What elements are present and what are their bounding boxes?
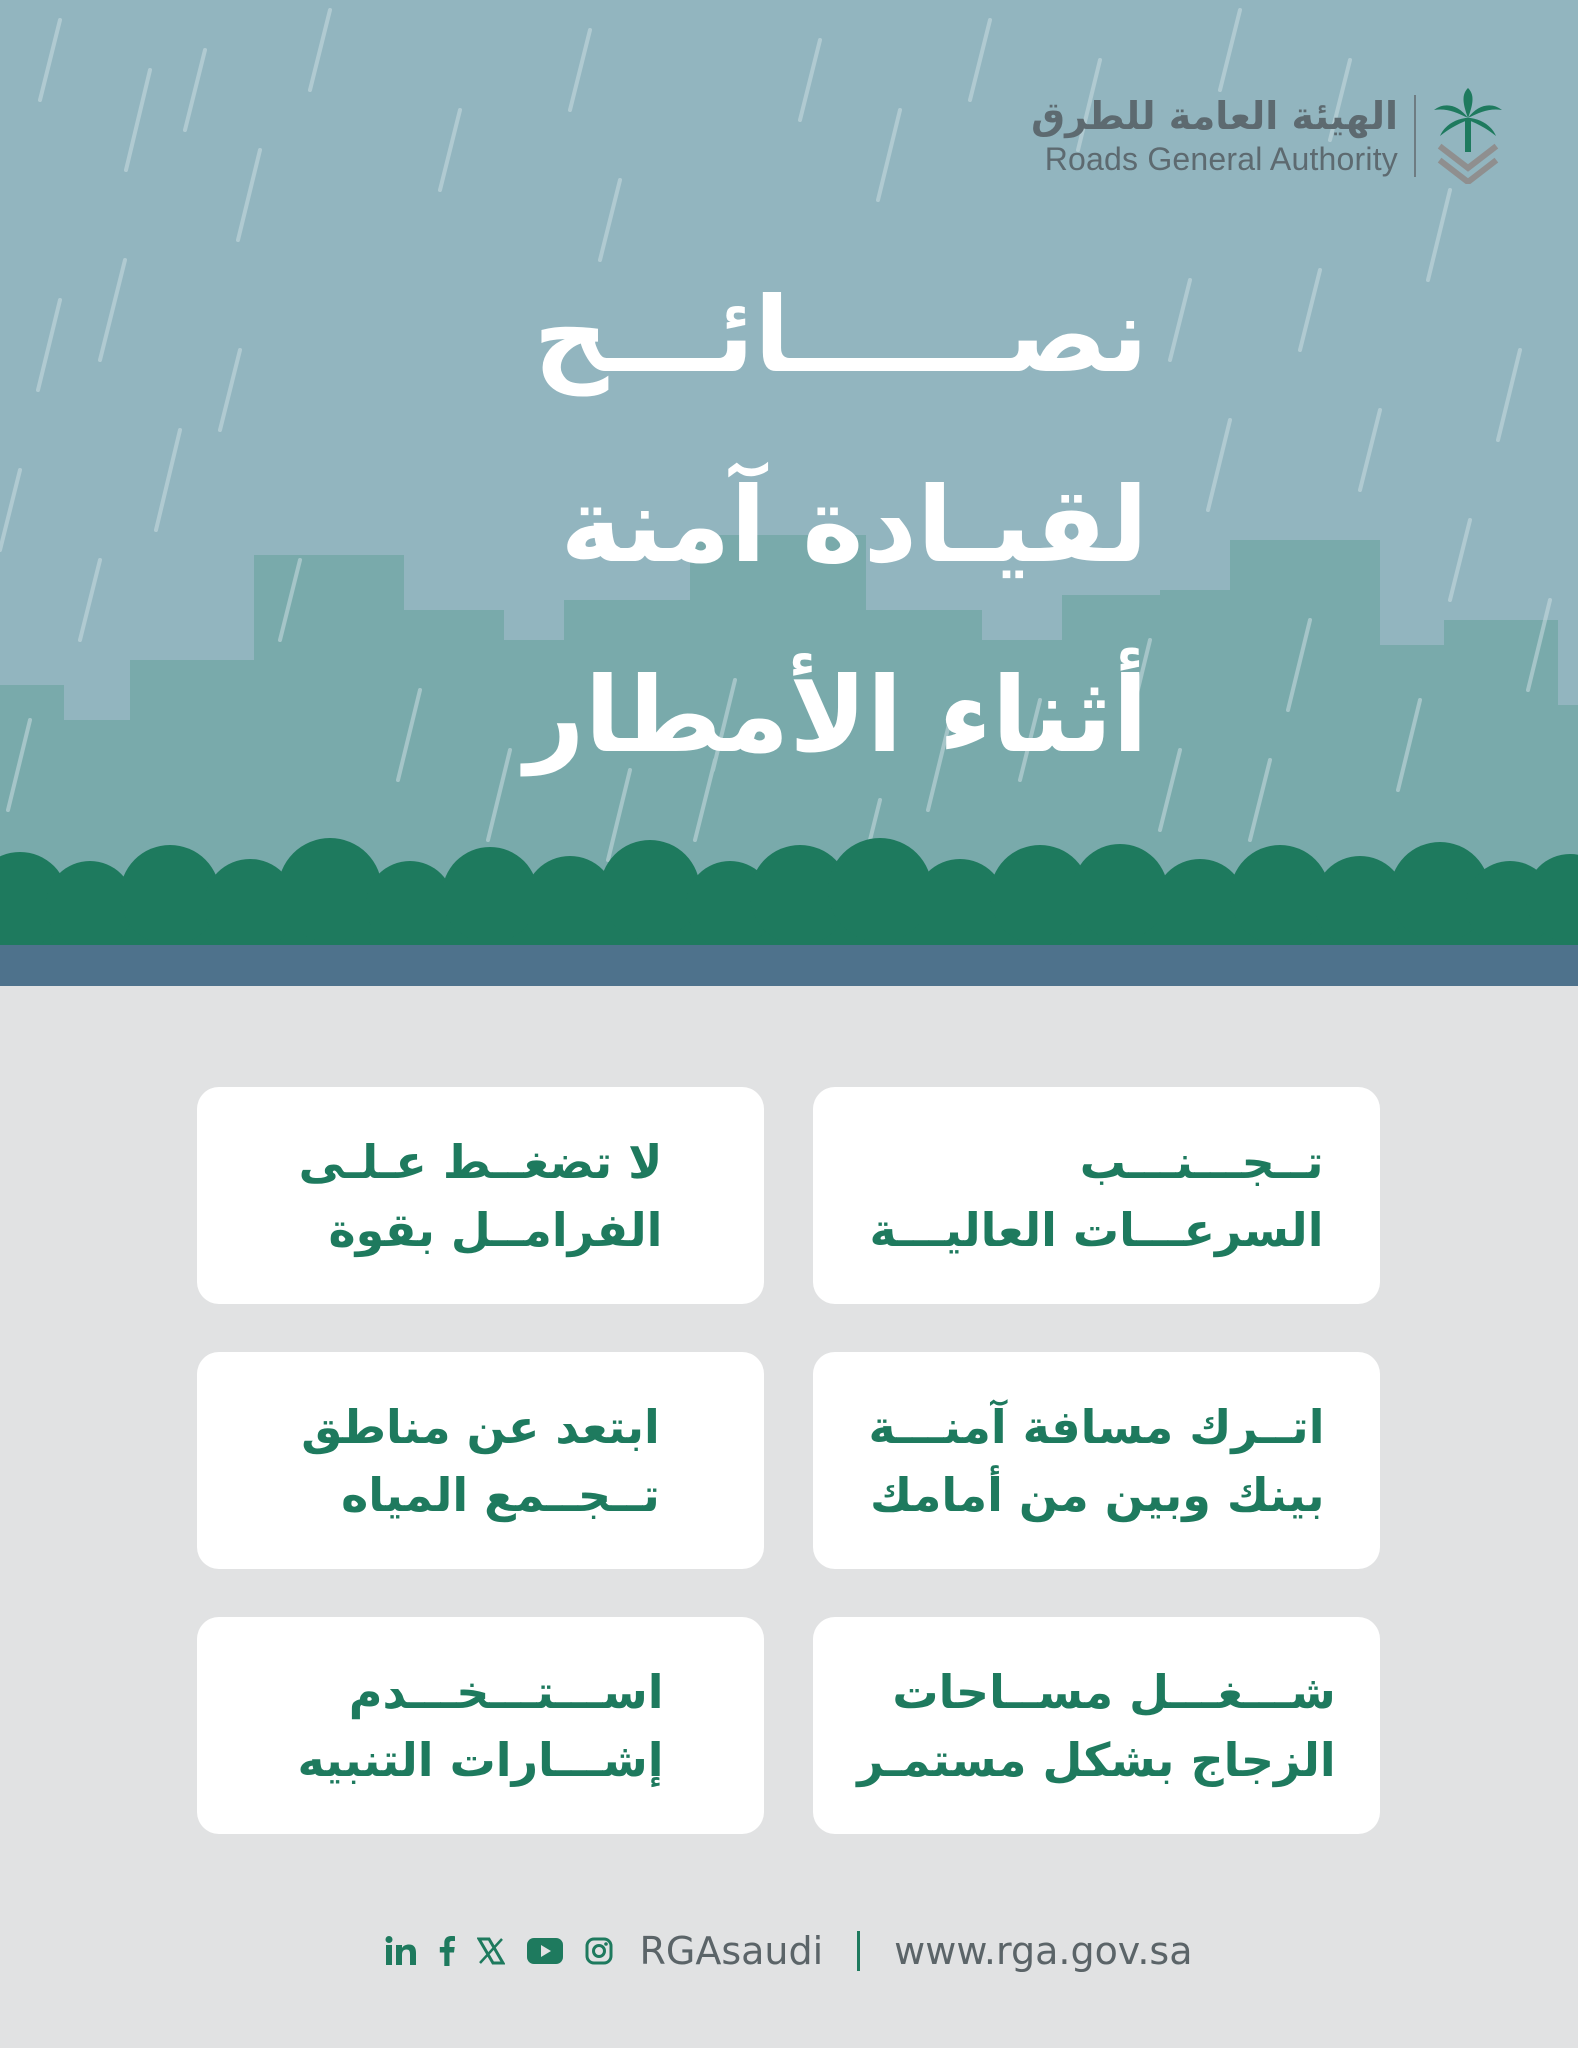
social-icons	[385, 1936, 613, 1966]
tip-text: ابتعد عن مناطق تــجــمع المياه	[301, 1399, 660, 1522]
facebook-icon[interactable]	[439, 1936, 455, 1966]
tip-card	[197, 1352, 764, 1569]
tip-text: اســـتـــخـــدم إشـــارات التنبيه	[297, 1664, 664, 1787]
tip-card	[813, 1352, 1380, 1569]
tip-text: اتــرك مسافة آمنـــة بينك وبين من أمامك	[868, 1399, 1325, 1522]
tip-text: لا تضغــط عـلـى الفرامــل بقوة	[298, 1134, 663, 1257]
org-name-english: Roads General Authority	[1044, 141, 1398, 177]
road-strip	[0, 945, 1578, 986]
social-handle[interactable]: RGAsaudi	[639, 1929, 824, 1973]
footer	[0, 1918, 1578, 1984]
tip-card	[197, 1087, 764, 1304]
title-line-3: أثناء الأمطار	[524, 654, 1148, 776]
tip-text: تــجـــنـــب السرعـــات العاليـــة	[869, 1134, 1324, 1257]
logo-divider	[1414, 95, 1416, 177]
title-line-1: نصــــــائـــح	[533, 274, 1148, 396]
tip-card	[813, 1617, 1380, 1834]
tip-card	[197, 1617, 764, 1834]
palm-emblem-icon	[1432, 88, 1504, 184]
website-link[interactable]: www.rga.gov.sa	[894, 1929, 1193, 1973]
tips-grid	[197, 1087, 1380, 1834]
tip-card	[813, 1087, 1380, 1304]
title-line-2: لقيـادة آمنة	[560, 464, 1148, 586]
logo-text	[1031, 93, 1398, 179]
tip-text: شـــغـــل مســاحات الزجاج بشكل مستمـر	[857, 1664, 1336, 1787]
rga-logo	[1031, 88, 1504, 184]
x-icon[interactable]	[477, 1937, 505, 1965]
org-name-arabic: الهيئة العامة للطرق	[1031, 94, 1398, 138]
instagram-icon[interactable]	[585, 1937, 613, 1965]
footer-divider	[857, 1931, 860, 1971]
page-title	[428, 240, 1148, 810]
hero-banner	[0, 0, 1578, 986]
linkedin-icon[interactable]	[385, 1936, 417, 1966]
youtube-icon[interactable]	[527, 1938, 563, 1964]
